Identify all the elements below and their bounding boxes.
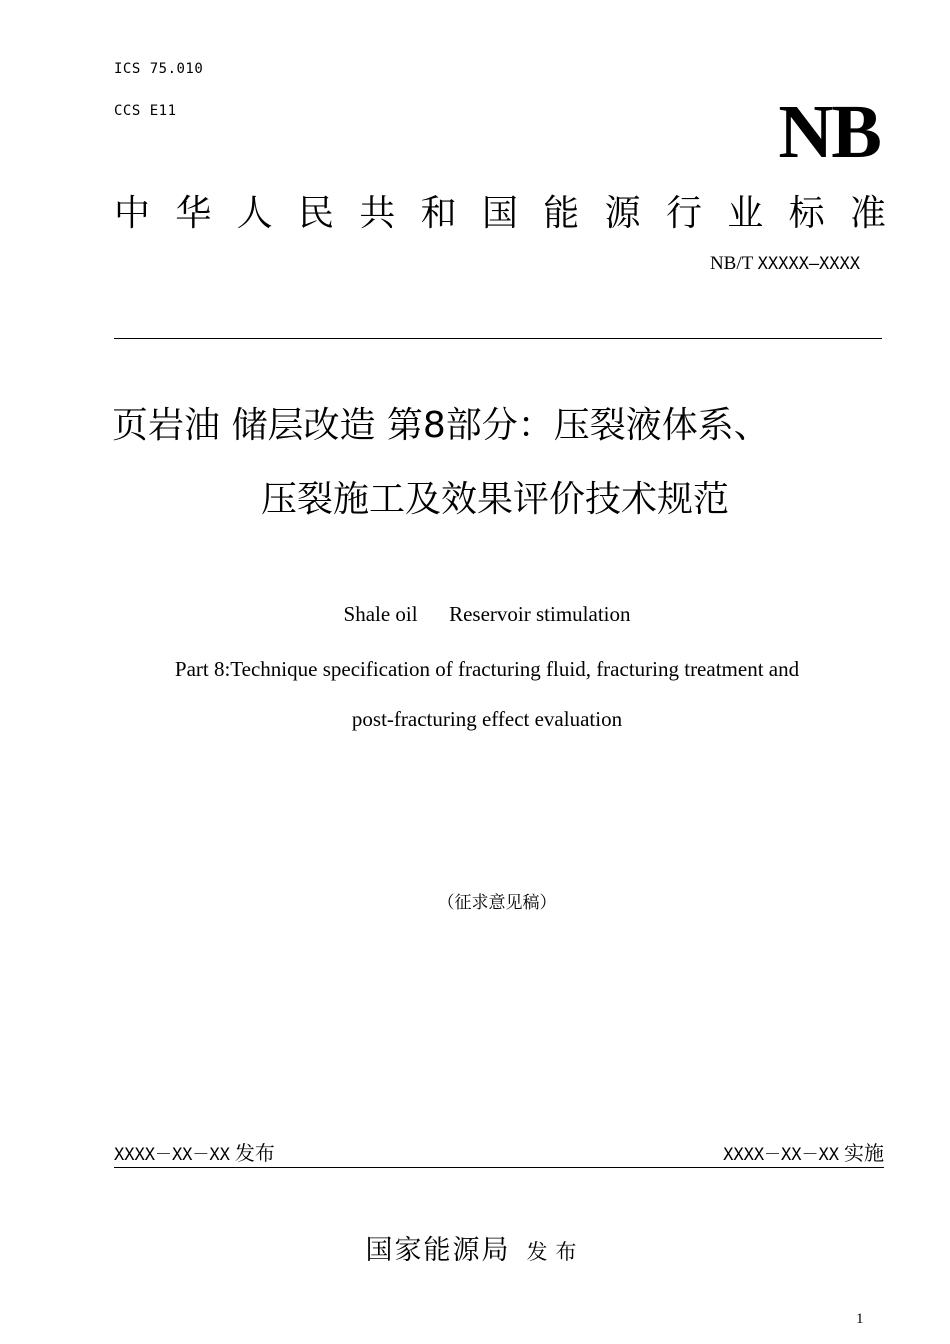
- effective-date: XXXX－XX－XX: [723, 1145, 839, 1165]
- effective-date-group: [723, 1141, 884, 1167]
- classification-char: 源: [604, 193, 641, 234]
- title-english-line-3: post-fracturing effect evaluation: [351, 707, 623, 731]
- classification-char: 人: [236, 193, 273, 234]
- classification-char: 准: [849, 193, 886, 234]
- classification-char: 标: [788, 193, 825, 234]
- publisher-verb: 发布: [526, 1240, 585, 1264]
- release-date-group: [114, 1141, 275, 1167]
- classification-char: 能: [543, 193, 580, 234]
- release-label: 发布: [234, 1141, 275, 1165]
- title-chinese-line-1: 页岩油 储层改造 第8部分：压裂液体系、: [112, 405, 770, 446]
- title-english-line-1: Shale oil Reservoir stimulation: [343, 602, 631, 626]
- classification-char: 和: [420, 193, 457, 234]
- nb-logo: NB: [778, 90, 880, 174]
- header-divider: [114, 338, 882, 339]
- draft-status: （征求意见稿）: [437, 893, 557, 912]
- ccs-code: CCS E11: [114, 103, 177, 119]
- classification-char: 业: [727, 193, 764, 234]
- ics-code: ICS 75.010: [114, 61, 204, 77]
- effective-label: 实施: [844, 1141, 884, 1165]
- classification-char: 民: [297, 193, 334, 234]
- standard-classification: [114, 192, 886, 236]
- classification-char: 行: [665, 193, 702, 234]
- classification-char: 国: [481, 193, 518, 234]
- classification-char: 华: [175, 193, 212, 234]
- title-english-line-2: Part 8:Technique specification of fracturing fluid, fracturing treatment and: [174, 657, 800, 681]
- standard-number: [600, 252, 860, 276]
- date-row: [114, 1141, 884, 1168]
- classification-char: 共: [359, 193, 396, 234]
- page-number: 1: [856, 1311, 864, 1327]
- publisher-name: 国家能源局: [365, 1235, 511, 1266]
- classification-char: 中: [114, 193, 151, 234]
- release-date: XXXX－XX－XX: [114, 1145, 230, 1165]
- publisher: [0, 1234, 950, 1269]
- standard-number-prefix: NB/T: [709, 253, 753, 274]
- title-chinese-line-2: 压裂施工及效果评价技术规范: [260, 479, 729, 520]
- standard-number-code: XXXXX—XXXX: [757, 254, 860, 274]
